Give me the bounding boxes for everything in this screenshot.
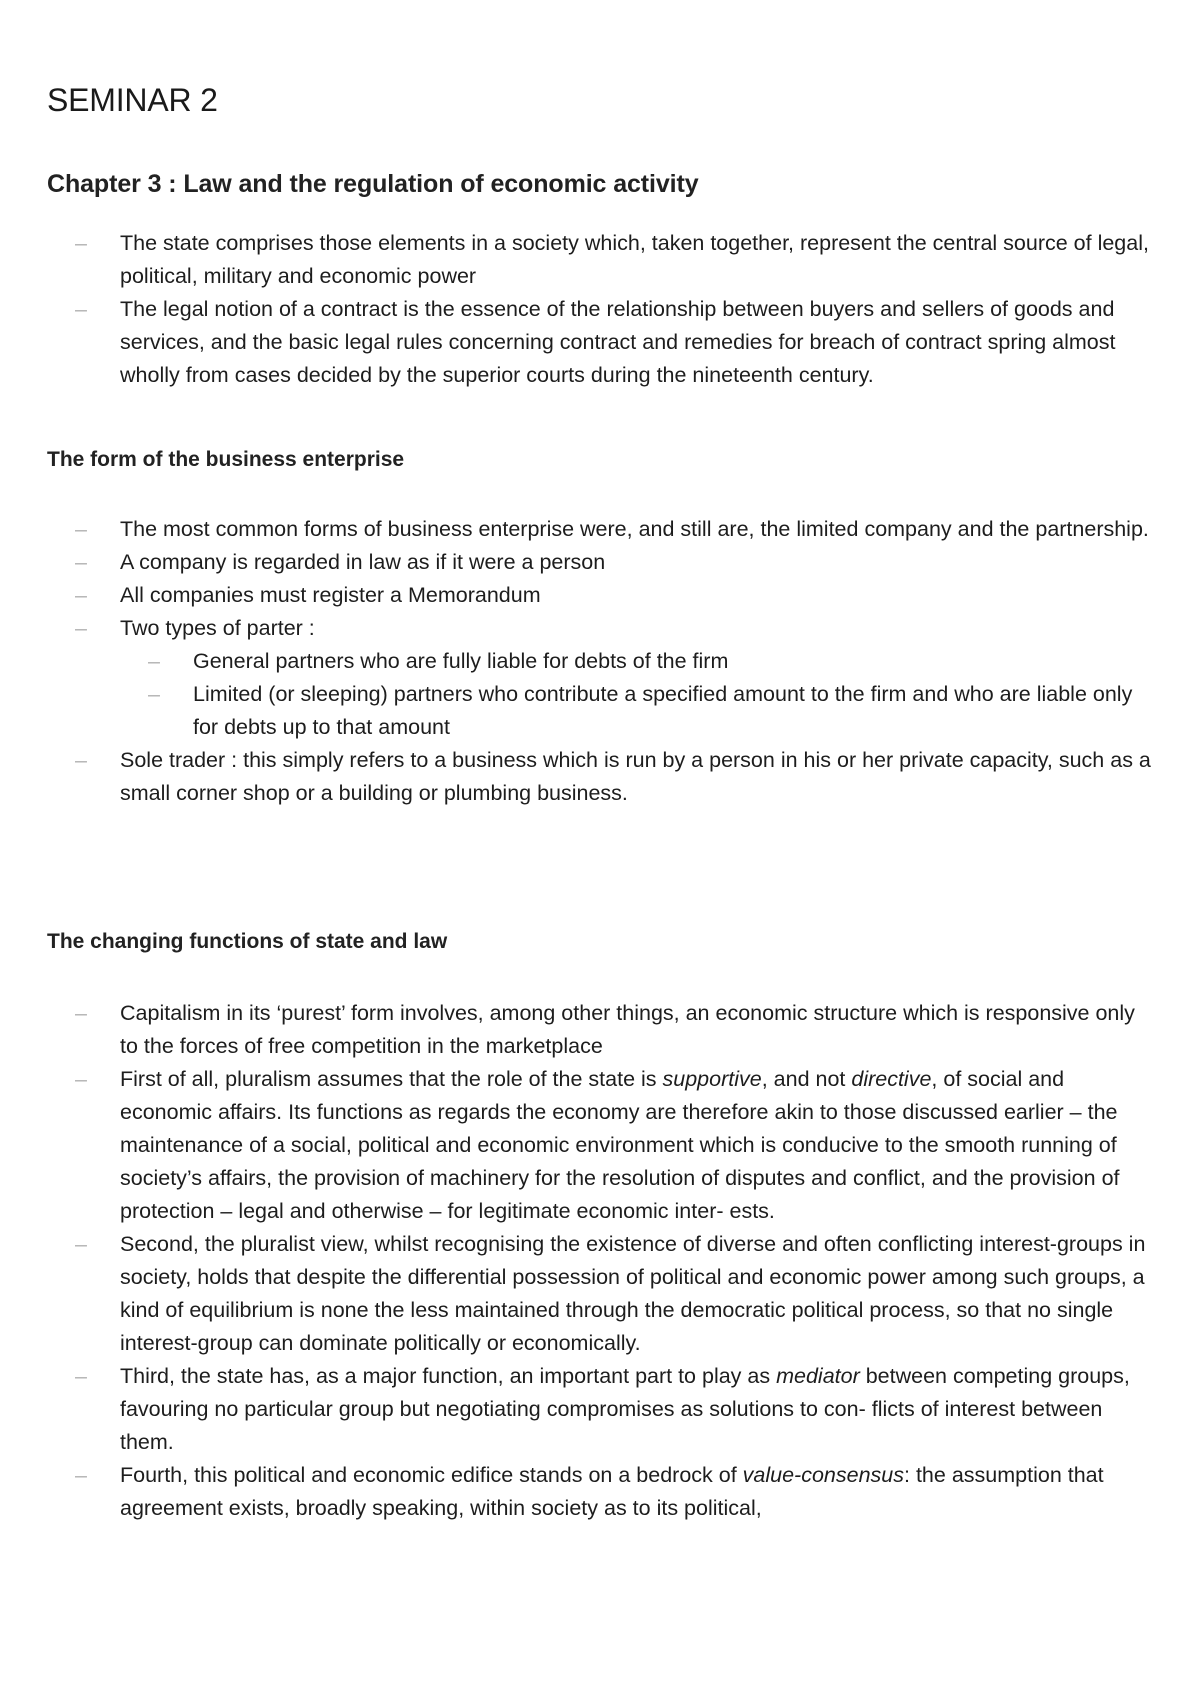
dash-bullet-icon: – bbox=[75, 1463, 87, 1487]
dash-bullet-icon: – bbox=[75, 1001, 87, 1025]
dash-bullet-icon: – bbox=[148, 682, 160, 706]
list-item: – Capitalism in its ‘purest’ form involves, among other things, an economic structure which is responsive only to the forces of free competition in the marketplace bbox=[47, 997, 1157, 1063]
list-item: – Third, the state has, as a major function, an important part to play as mediator between competing groups, favouring no particular group but negotiating compromises as solutions to con- flicts of interest between them. bbox=[47, 1360, 1157, 1459]
list-item: – Second, the pluralist view, whilst recognising the existence of diverse and often conflicting interest-groups in society, holds that despite the differential possession of political and economic power among such groups, a kind of equilibrium is none the less maintained through the democratic political process, so that no single interest-group can dominate politically or economically. bbox=[47, 1228, 1157, 1360]
dash-bullet-icon: – bbox=[75, 1364, 87, 1388]
section-heading-state-and-law: The changing functions of state and law bbox=[47, 930, 448, 953]
list-item: – Fourth, this political and economic edifice stands on a bedrock of value-consensus: the assumption that agreement exists, broadly speaking, within society as to its political, bbox=[47, 1459, 1157, 1525]
list-item: – Sole trader : this simply refers to a business which is run by a person in his or her private capacity, such as a small corner shop or a building or plumbing business. bbox=[47, 744, 1157, 810]
sub-list-item: – General partners who are fully liable for debts of the firm bbox=[120, 645, 1157, 678]
business-enterprise-list bbox=[47, 513, 1157, 810]
dash-bullet-icon: – bbox=[75, 231, 87, 255]
list-item: – All companies must register a Memorandum bbox=[47, 579, 1157, 612]
list-item: – A company is regarded in law as if it were a person bbox=[47, 546, 1157, 579]
dash-bullet-icon: – bbox=[75, 1232, 87, 1256]
sub-list-item: – Limited (or sleeping) partners who contribute a specified amount to the firm and who are liable only for debts up to that amount bbox=[120, 678, 1157, 744]
state-and-law-list bbox=[47, 997, 1157, 1525]
partner-types-sublist bbox=[120, 645, 1157, 744]
section-heading-business-enterprise: The form of the business enterprise bbox=[47, 448, 405, 471]
list-item: – First of all, pluralism assumes that the role of the state is supportive, and not directive, of social and economic affairs. Its functions as regards the economy are therefore akin to those discussed earlier – the maintenance of a social, political and economic environment which is conducive to the smooth running of society’s affairs, the provision of machinery for the resolution of disputes and conflict, and the provision of protection – legal and otherwise – for legitimate economic inter- ests. bbox=[47, 1063, 1157, 1228]
dash-bullet-icon: – bbox=[75, 583, 87, 607]
dash-bullet-icon: – bbox=[75, 616, 87, 640]
list-item: – The most common forms of business enterprise were, and still are, the limited company and the partnership. bbox=[47, 513, 1157, 546]
list-item: – Two types of parter : – General partners who are fully liable for debts of the firm – Limited (or sleeping) partners who contribute a specified amount to the firm and who are liable only for debts up to that amount bbox=[47, 612, 1157, 744]
dash-bullet-icon: – bbox=[75, 748, 87, 772]
dash-bullet-icon: – bbox=[148, 649, 160, 673]
dash-bullet-icon: – bbox=[75, 297, 87, 321]
dash-bullet-icon: – bbox=[75, 517, 87, 541]
page-title: SEMINAR 2 bbox=[47, 82, 218, 118]
list-item: – The legal notion of a contract is the essence of the relationship between buyers and sellers of goods and services, and the basic legal rules concerning contract and remedies for breach of contract spring almost wholly from cases decided by the superior courts during the nineteenth century. bbox=[47, 293, 1157, 392]
chapter-heading: Chapter 3 : Law and the regulation of economic activity bbox=[47, 170, 699, 198]
dash-bullet-icon: – bbox=[75, 1067, 87, 1091]
intro-list bbox=[47, 227, 1157, 392]
list-item: – The state comprises those elements in a society which, taken together, represent the central source of legal, political, military and economic power bbox=[47, 227, 1157, 293]
dash-bullet-icon: – bbox=[75, 550, 87, 574]
